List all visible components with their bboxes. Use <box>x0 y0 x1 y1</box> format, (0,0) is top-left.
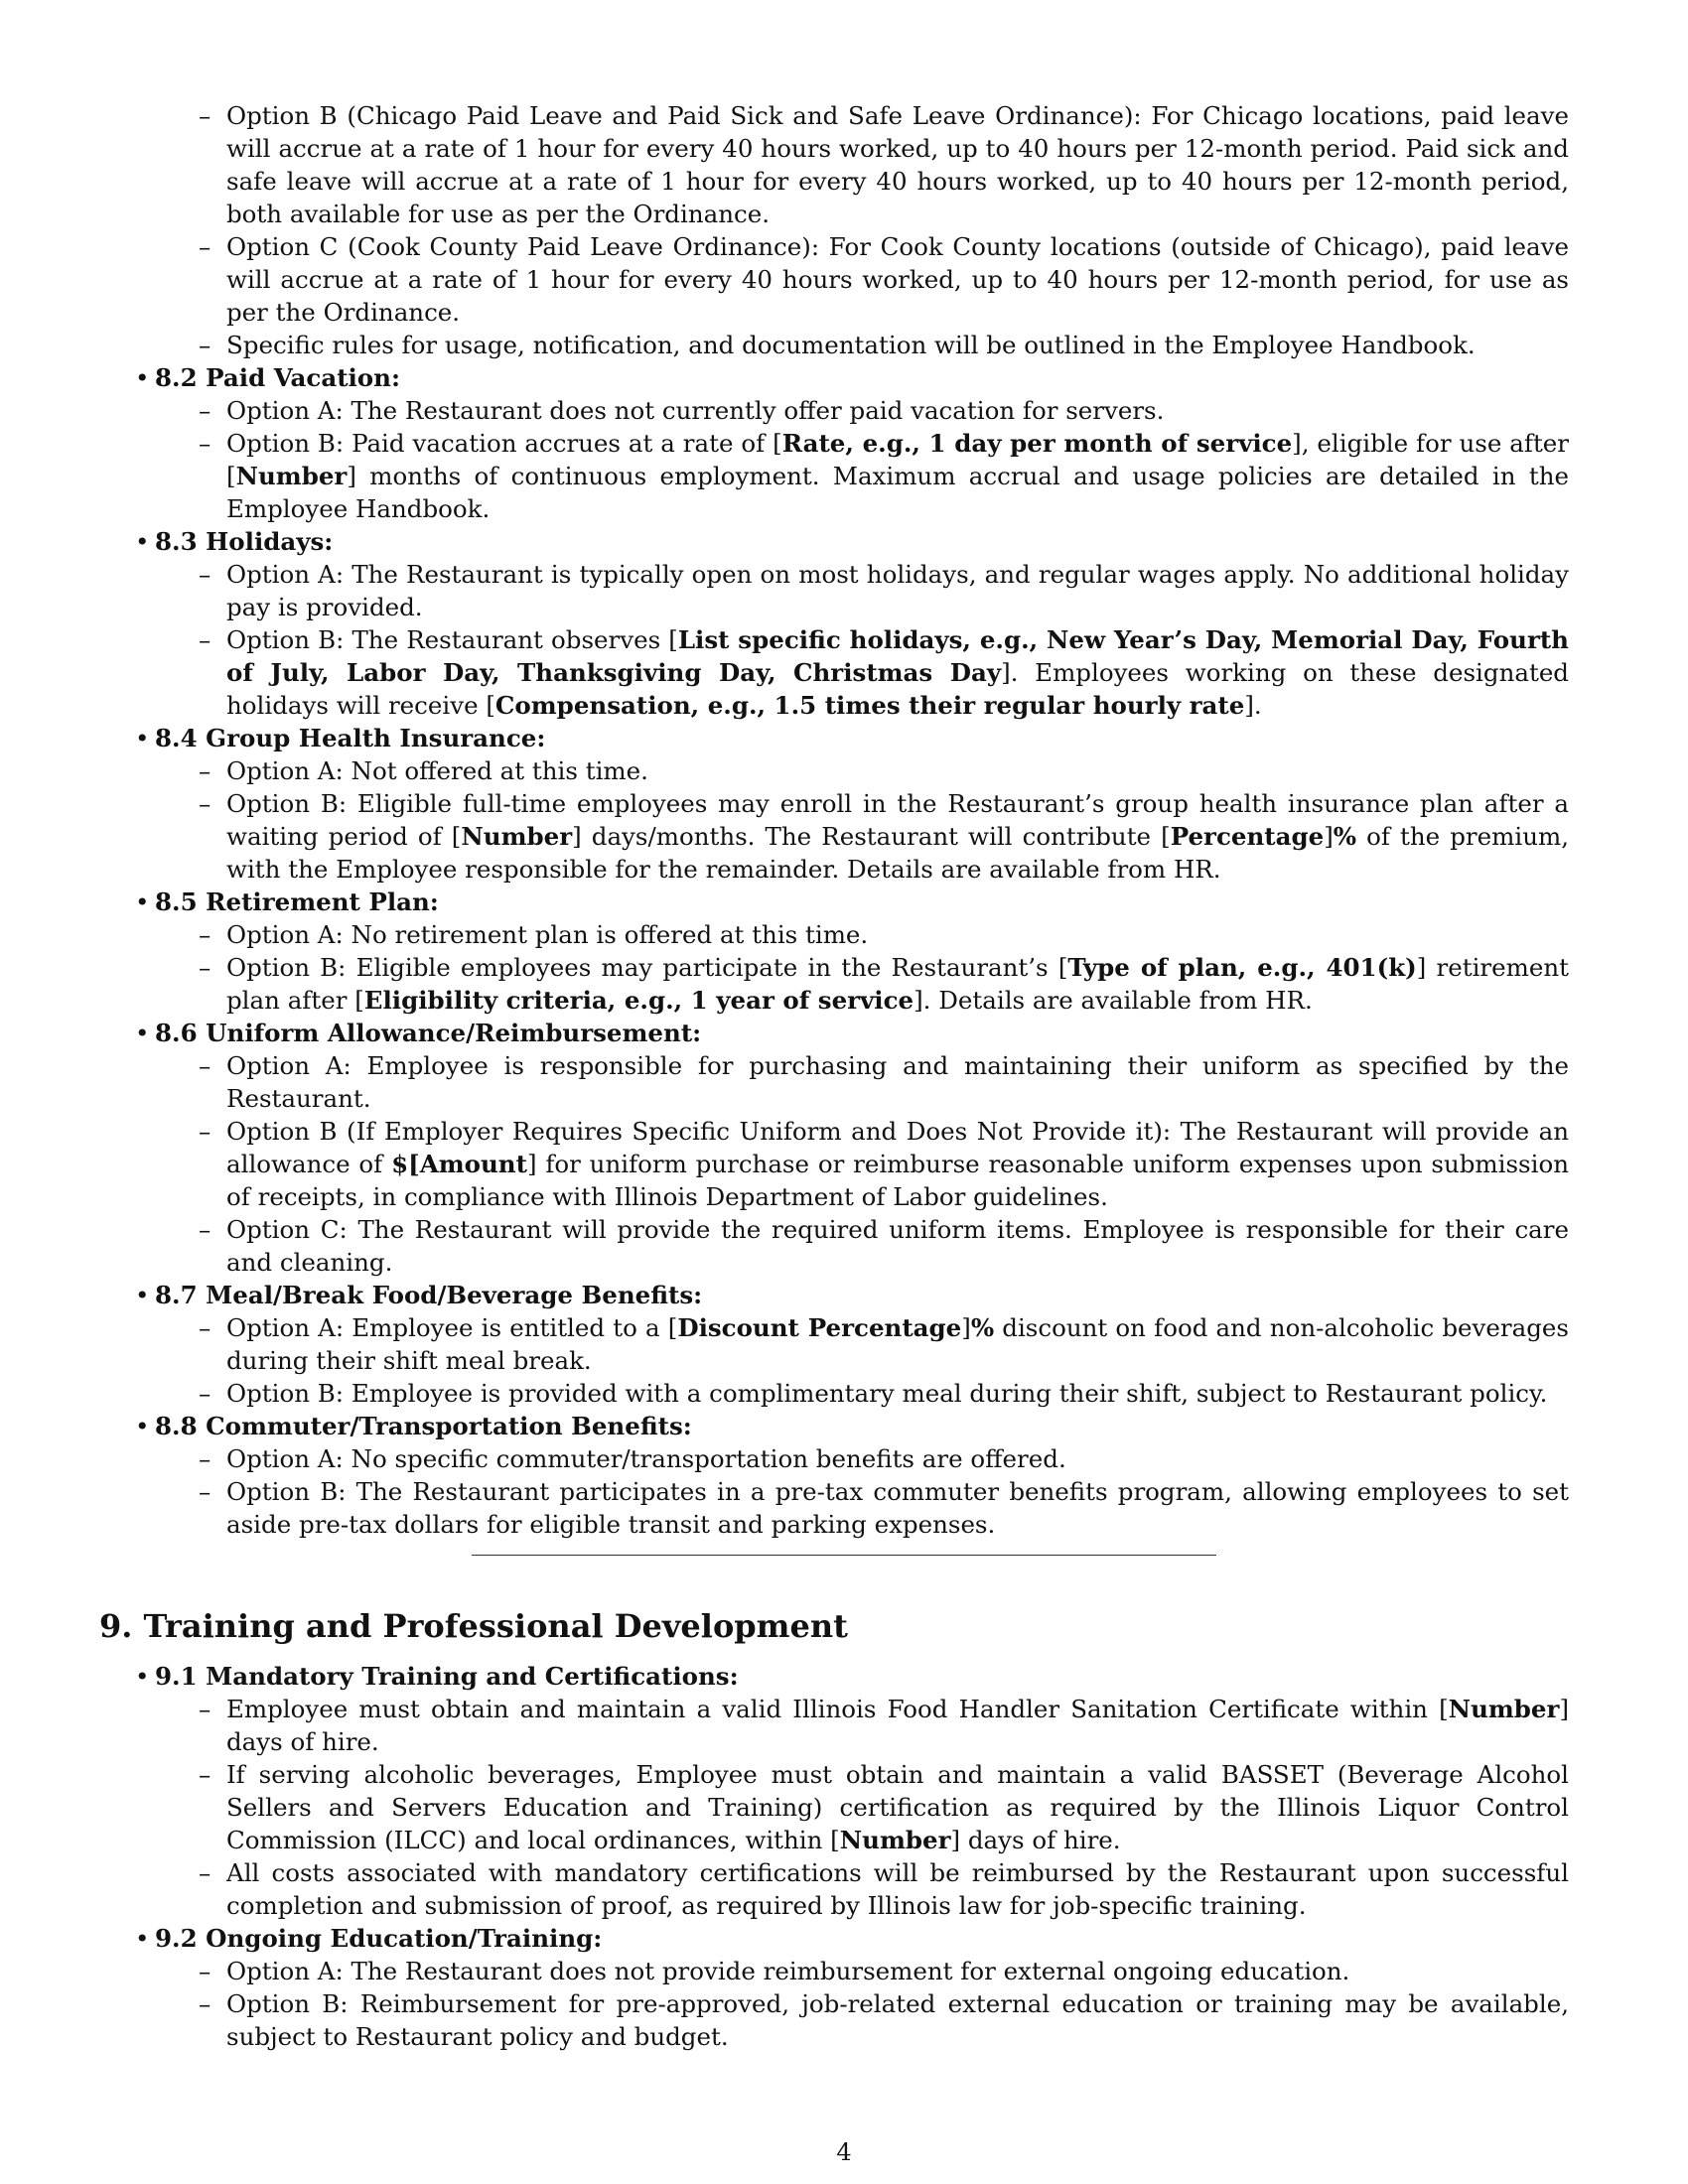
dash-glyph: – <box>199 1989 211 2018</box>
dash-glyph: – <box>199 1215 211 1244</box>
list-item: – Option B: Paid vacation accrues at a rate of [Rate, e.g., 1 day per month of service], eligible for use after [Number] months of continuous employment. Maximum accrual and usage policies are detailed in the Employee Handbook. <box>199 429 1569 523</box>
bullet-glyph: • <box>135 363 150 392</box>
bullet-glyph: • <box>135 1019 150 1047</box>
list-item: – Employee must obtain and maintain a valid Illinois Food Handler Sanitation Certificate within [Number] days of hire. <box>199 1695 1569 1756</box>
section-heading-8-7: • 8.7 Meal/Break Food/Beverage Benefits: <box>135 1281 703 1309</box>
bullet-glyph: • <box>135 1412 150 1440</box>
list-item: – Option A: No retirement plan is offered at this time. <box>199 920 869 949</box>
dash-glyph: – <box>199 1760 211 1789</box>
dash-glyph: – <box>199 331 211 359</box>
bullet-glyph: • <box>135 1662 150 1691</box>
list-item: – Option B: The Restaurant participates in a pre-tax commuter benefits program, allowing employees to set aside pre-tax dollars for eligible transit and parking expenses. <box>199 1477 1569 1539</box>
dash-glyph: – <box>199 1957 211 1985</box>
dash-glyph: – <box>199 789 211 818</box>
dash-glyph: – <box>199 101 211 130</box>
horizontal-rule <box>472 1555 1216 1556</box>
dash-glyph: – <box>199 1858 211 1887</box>
page-number: 4 <box>836 2138 852 2166</box>
list-item: – Specific rules for usage, notification, and documentation will be outlined in the Employee Handbook. <box>199 331 1476 359</box>
list-item: – Option B: Eligible full-time employees may enroll in the Restaurant’s group health insurance plan after a waiting period of [Number] days/months. The Restaurant will contribute [Percentage]% of the premium, with the Employee responsible for the remainder. Details are available from HR. <box>199 789 1569 884</box>
list-item: – Option B: Reimbursement for pre-approved, job-related external education or training may be available, subject to Restaurant policy and budget. <box>199 1989 1569 2051</box>
section-heading-8-5: • 8.5 Retirement Plan: <box>135 887 439 916</box>
dash-glyph: – <box>199 920 211 949</box>
section-heading-8-8: • 8.8 Commuter/Transportation Benefits: <box>135 1412 692 1440</box>
dash-glyph: – <box>199 1695 211 1723</box>
dash-glyph: – <box>199 1379 211 1408</box>
dash-glyph: – <box>199 953 211 982</box>
dash-glyph: – <box>199 560 211 589</box>
list-item: – Option A: Not offered at this time. <box>199 756 648 785</box>
list-item: – Option B: Eligible employees may participate in the Restaurant’s [Type of plan, e.g., 401(k)] retirement plan after [Eligibility criteria, e.g., 1 year of service]. Details are available from HR. <box>199 953 1569 1015</box>
list-item: – Option A: No specific commuter/transportation benefits are offered. <box>199 1444 1066 1473</box>
section-title-9: 9. Training and Professional Development <box>99 1607 848 1645</box>
dash-glyph: – <box>199 756 211 785</box>
bullet-glyph: • <box>135 1281 150 1309</box>
section-heading-8-2: • 8.2 Paid Vacation: <box>135 363 401 392</box>
section-heading-8-6: • 8.6 Uniform Allowance/Reimbursement: <box>135 1019 702 1047</box>
section-heading-9-2: • 9.2 Ongoing Education/Training: <box>135 1924 603 1953</box>
dash-glyph: – <box>199 429 211 458</box>
list-item: – Option A: Employee is entitled to a [Discount Percentage]% discount on food and non-alcoholic beverages during their shift meal break. <box>199 1313 1569 1375</box>
bullet-glyph: • <box>135 527 150 556</box>
dash-glyph: – <box>199 1051 211 1080</box>
list-item: – Option B (If Employer Requires Specific Uniform and Does Not Provide it): The Restaurant will provide an allowance of $[Amount] for uniform purchase or reimburse reasonable uniform expenses upon submission of receipts, in compliance with Illinois Department of Labor guidelines. <box>199 1117 1569 1211</box>
list-item: – All costs associated with mandatory certifications will be reimbursed by the Restaurant upon successful completion and submission of proof, as required by Illinois law for job-specific training. <box>199 1858 1569 1920</box>
dash-glyph: – <box>199 1117 211 1146</box>
dash-glyph: – <box>199 625 211 654</box>
list-item: – Option A: Employee is responsible for purchasing and maintaining their uniform as specified by the Restaurant. <box>199 1051 1569 1113</box>
bullet-glyph: • <box>135 887 150 916</box>
bullet-glyph: • <box>135 1924 150 1953</box>
list-item: – Option C (Cook County Paid Leave Ordinance): For Cook County locations (outside of Chicago), paid leave will accrue at a rate of 1 hour for every 40 hours worked, up to 40 hours per 12-month period, for use as per the Ordinance. <box>199 232 1569 327</box>
section-heading-8-4: • 8.4 Group Health Insurance: <box>135 724 546 752</box>
bullet-glyph: • <box>135 724 150 752</box>
section-9-body <box>0 1660 1589 2053</box>
dash-glyph: – <box>199 232 211 261</box>
list-item: – Option A: The Restaurant is typically open on most holidays, and regular wages apply. No additional holiday pay is provided. <box>199 560 1569 621</box>
list-item: – Option B: The Restaurant observes [List specific holidays, e.g., New Year’s Day, Memorial Day, Fourth of July, Labor Day, Thanksgiving Day, Christmas Day]. Employees working on these designated holidays will receive [Compensation, e.g., 1.5 times their regular hourly rate]. <box>199 625 1569 720</box>
dash-glyph: – <box>199 1477 211 1506</box>
list-item: – Option A: The Restaurant does not provide reimbursement for external ongoing education. <box>199 1957 1350 1985</box>
list-item: – Option A: The Restaurant does not currently offer paid vacation for servers. <box>199 396 1165 425</box>
document-body <box>0 99 1589 1541</box>
list-item: – Option B: Employee is provided with a complimentary meal during their shift, subject to Restaurant policy. <box>199 1379 1548 1408</box>
dash-glyph: – <box>199 1444 211 1473</box>
list-item: – Option C: The Restaurant will provide the required uniform items. Employee is responsible for their care and cleaning. <box>199 1215 1569 1277</box>
list-item: – If serving alcoholic beverages, Employee must obtain and maintain a valid BASSET (Beverage Alcohol Sellers and Servers Education and Training) certification as required by the Illinois Liquor Control Commission (ILCC) and local ordinances, within [Number] days of hire. <box>199 1760 1569 1854</box>
list-item: – Option B (Chicago Paid Leave and Paid Sick and Safe Leave Ordinance): For Chicago locations, paid leave will accrue at a rate of 1 hour for every 40 hours worked, up to 40 hours per 12-month period. Paid sick and safe leave will accrue at a rate of 1 hour for every 40 hours worked, up to 40 hours per 12-month period, both available for use as per the Ordinance. <box>199 101 1569 228</box>
dash-glyph: – <box>199 396 211 425</box>
section-heading-8-3: • 8.3 Holidays: <box>135 527 334 556</box>
section-heading-9-1: • 9.1 Mandatory Training and Certifications: <box>135 1662 739 1691</box>
dash-glyph: – <box>199 1313 211 1342</box>
